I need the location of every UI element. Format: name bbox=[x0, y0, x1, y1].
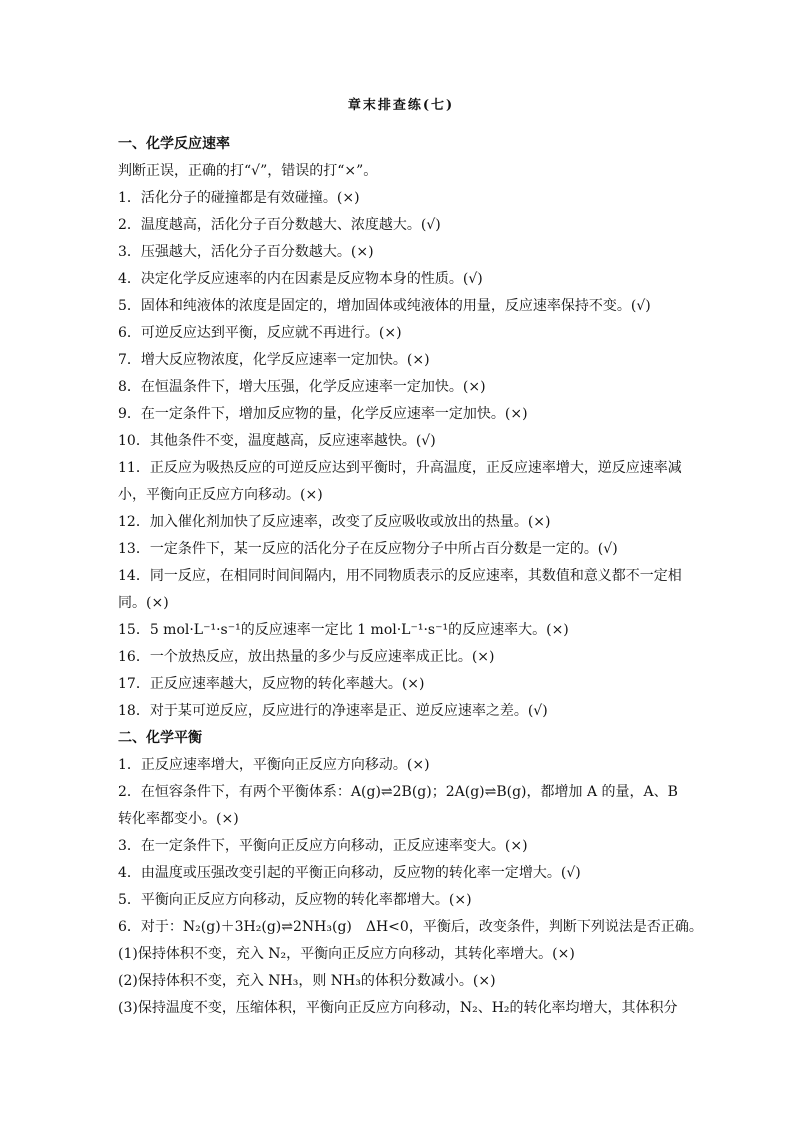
list-item: 2．温度越高，活化分子百分数越大、浓度越大。(√) bbox=[118, 217, 441, 233]
instruction-text: 判断正误，正确的打“√”，错误的打“×”。 bbox=[118, 163, 378, 179]
list-item: 1．正反应速率增大，平衡向正反应方向移动。(×) bbox=[118, 757, 430, 773]
list-item: (3)保持温度不变，压缩体积，平衡向正反应方向移动，N₂、H₂的转化率均增大，其体积分 bbox=[118, 1000, 678, 1016]
list-item: (1)保持体积不变，充入 N₂，平衡向正反应方向移动，其转化率增大。(×) bbox=[118, 946, 575, 962]
list-item: 2．在恒容条件下，有两个平衡体系：A(g)⇌2B(g)；2A(g)⇌B(g)，都增加 A 的量，A、B bbox=[118, 784, 678, 800]
list-item: 14．同一反应，在相同时间间隔内，用不同物质表示的反应速率，其数值和意义都不一定相 bbox=[118, 568, 682, 584]
section-heading-equilibrium: 二、化学平衡 bbox=[118, 730, 202, 746]
section-heading-rate: 一、化学反应速率 bbox=[118, 136, 230, 152]
list-item: 7．增大反应物浓度，化学反应速率一定加快。(×) bbox=[118, 352, 430, 368]
list-item: (2)保持体积不变，充入 NH₃，则 NH₃的体积分数减小。(×) bbox=[118, 973, 496, 989]
list-item: 12．加入催化剂加快了反应速率，改变了反应吸收或放出的热量。(×) bbox=[118, 514, 551, 530]
list-item: 6．可逆反应达到平衡，反应就不再进行。(×) bbox=[118, 325, 402, 341]
list-item: 16．一个放热反应，放出热量的多少与反应速率成正比。(×) bbox=[118, 649, 495, 665]
list-item: 小，平衡向正反应方向移动。(×) bbox=[118, 487, 323, 503]
list-item: 4．由温度或压强改变引起的平衡正向移动，反应物的转化率一定增大。(√) bbox=[118, 865, 581, 881]
list-item: 11．正反应为吸热反应的可逆反应达到平衡时，升高温度，正反应速率增大，逆反应速率减 bbox=[118, 460, 682, 476]
list-item: 转化率都变小。(×) bbox=[118, 811, 239, 827]
list-item: 5．固体和纯液体的浓度是固定的，增加固体或纯液体的用量，反应速率保持不变。(√) bbox=[118, 298, 651, 314]
list-item: 9．在一定条件下，增加反应物的量，化学反应速率一定加快。(×) bbox=[118, 406, 528, 422]
list-item: 17．正反应速率越大，反应物的转化率越大。(×) bbox=[118, 676, 425, 692]
list-item: 4．决定化学反应速率的内在因素是反应物本身的性质。(√) bbox=[118, 271, 483, 287]
list-item: 10．其他条件不变，温度越高，反应速率越快。(√) bbox=[118, 433, 436, 449]
list-item: 1．活化分子的碰撞都是有效碰撞。(×) bbox=[118, 190, 360, 206]
list-item: 8．在恒温条件下，增大压强，化学反应速率一定加快。(×) bbox=[118, 379, 486, 395]
list-item: 13．一定条件下，某一反应的活化分子在反应物分子中所占百分数是一定的。(√) bbox=[118, 541, 618, 557]
section1-list bbox=[118, 185, 684, 725]
list-item: 5．平衡向正反应方向移动，反应物的转化率都增大。(×) bbox=[118, 892, 472, 908]
page-title: 章末排查练(七) bbox=[347, 98, 455, 113]
list-item: 3．在一定条件下，平衡向正反应方向移动，正反应速率变大。(×) bbox=[118, 838, 528, 854]
list-item: 15．5 mol·L⁻¹·s⁻¹的反应速率一定比 1 mol·L⁻¹·s⁻¹的反应速率大。(×) bbox=[118, 622, 569, 638]
list-item: 3．压强越大，活化分子百分数越大。(×) bbox=[118, 244, 374, 260]
list-item: 同。(×) bbox=[118, 595, 169, 611]
section2-list bbox=[118, 752, 703, 1022]
list-item: 6．对于：N₂(g)＋3H₂(g)⇌2NH₃(g) ΔH<0，平衡后，改变条件，判断下列说法是否正确。 bbox=[118, 919, 703, 935]
list-item: 18．对于某可逆反应，反应进行的净速率是正、逆反应速率之差。(√) bbox=[118, 703, 548, 719]
